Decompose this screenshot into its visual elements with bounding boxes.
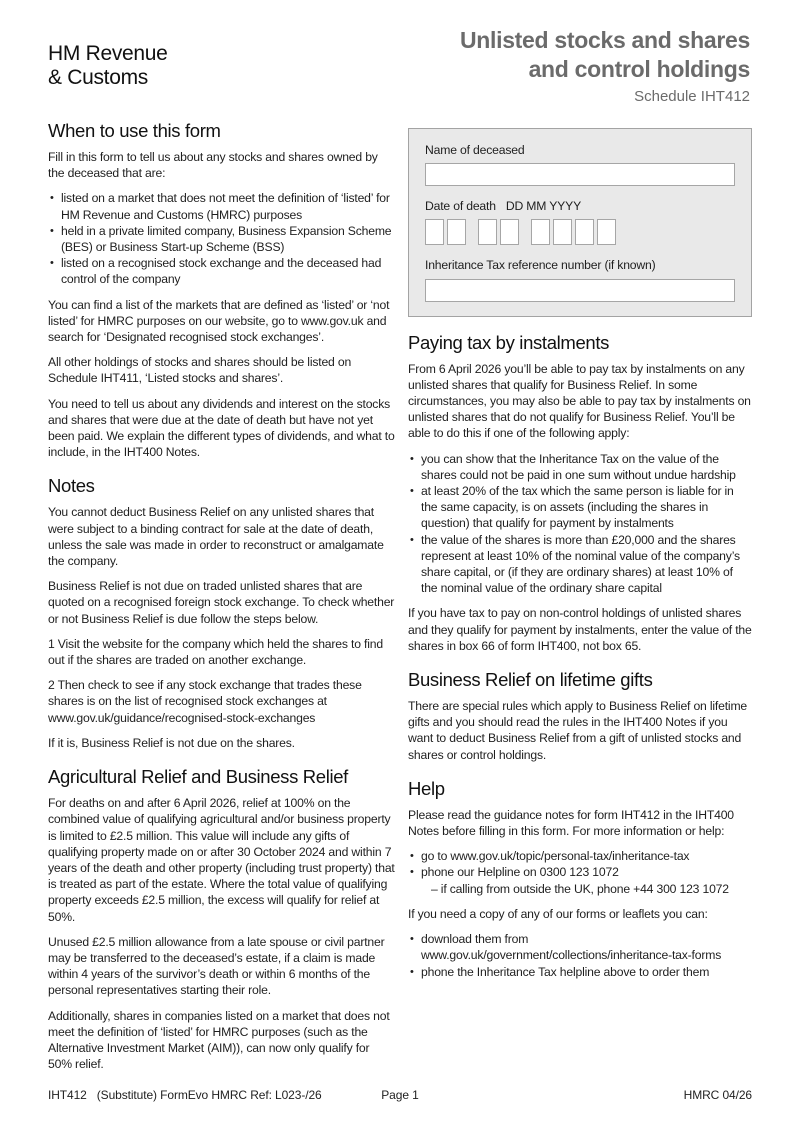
paragraph: There are special rules which apply to Business Relief on lifetime gifts and you should read the rules in the IHT400 Notes if you want to deduct Business Relief from a gift of unlisted stocks and shares or control holdings. — [408, 699, 748, 762]
dod-day-digit-1[interactable] — [425, 219, 444, 245]
paragraph: For deaths on and after 6 April 2026, relief at 100% on the combined value of qualifying agricultural and/or business property is limited to £2.5 million. This value will include any gifts of qualifying property made on or after 30 October 2024 and within 7 years of the death and other property (including trust property) that is treated as part of the estate. Where the total value of qualifying property exceeds £2.5 million, the excess will qualify for relief at 50%. — [48, 796, 395, 924]
right-column — [408, 128, 752, 989]
footer-hmrc-version: HMRC 04/26 — [683, 1088, 752, 1102]
deceased-details-box — [408, 128, 752, 317]
page-title-line2: and control holdings — [528, 56, 750, 82]
dod-year-digit-2[interactable] — [553, 219, 572, 245]
paragraph: If you have tax to pay on non-control holdings of unlisted shares and they qualify for payment by instalments, enter the value of the shares in box 66 of form IHT400, not box 65. — [408, 606, 752, 653]
footer-page-number: Page 1 — [381, 1088, 419, 1102]
dod-month-digit-1[interactable] — [478, 219, 497, 245]
dod-month-digit-2[interactable] — [500, 219, 519, 245]
bullet-item: • the value of the shares is more than £20,000 and the shares represent at least 10% of the nominal value of the company’s share capital, or (if they are ordinary shares) at least 10% of the nominal value of the ordinary share capital — [408, 532, 752, 597]
paragraph: From 6 April 2026 you’ll be able to pay tax by instalments on any unlisted shares that qualify for Business Relief. In some circumstances, you may also be able to pay tax by instalments on unlisted shares that do not qualify for Business Relief. You’ll be able to do this if one of the following apply: — [408, 361, 751, 441]
paragraph: You need to tell us about any dividends and interest on the stocks and shares that were due at the date of death but have not yet been paid. We explain the different types of dividends, and what to include, in the IHT400 Notes. — [48, 396, 395, 460]
date-of-death-inputs — [425, 219, 735, 245]
paragraph: All other holdings of stocks and shares should be listed on Schedule IHT411, ‘Listed stocks and shares’. — [48, 355, 352, 386]
iht-reference-label: Inheritance Tax reference number (if known) — [425, 258, 656, 273]
paragraph: You can find a list of the markets that are defined as ‘listed’ or ‘not listed’ for HMRC purposes on our website, go to www.gov.uk and search for ‘Designated recognised stock exchanges’. — [48, 297, 390, 345]
section-heading-paying-tax-by-instalments: Paying tax by instalments — [408, 331, 610, 353]
paragraph: If it is, Business Relief is not due on the shares. — [48, 735, 295, 750]
bullet-sub-item: – if calling from outside the UK, phone +44 300 123 1072 — [431, 881, 729, 896]
date-format-hint: DD MM YYYY — [505, 199, 582, 214]
hmrc-logo-line1: HM Revenue — [48, 42, 168, 65]
bullet-item: • listed on a market that does not meet the definition of ‘listed’ for HM Revenue and Customs (HMRC) purposes — [48, 190, 395, 222]
help-bullet-list — [408, 848, 752, 897]
name-of-deceased-label: Name of deceased — [425, 143, 525, 157]
section-heading-agricultural-business-relief: Agricultural Relief and Business Relief — [48, 766, 348, 788]
bullet-item: • phone the Inheritance Tax helpline above to order them — [408, 964, 752, 980]
paragraph: Please read the guidance notes for form IHT412 in the IHT400 Notes before filling in this form. For more information or help: — [408, 807, 734, 839]
footer-form-id: IHT412 — [48, 1088, 87, 1102]
bullet-item: • you can show that the Inheritance Tax on the value of the shares could not be paid in one sum without undue hardship — [408, 451, 752, 483]
paragraph: Unused £2.5 million allowance from a late spouse or civil partner may be transferred to the deceased’s estate, if a claim is made within 4 years of the survivor’s death or within 6 months of the personal representatives starting their role. — [48, 934, 385, 998]
dod-year-digit-1[interactable] — [531, 219, 550, 245]
instalments-bullet-list — [408, 451, 752, 597]
bullet-item: • at least 20% of the tax which the same person is liable for in the same capacity, is on assets (including the shares in question) that qualify for payment by instalments — [408, 483, 752, 532]
when-to-use-bullet-list — [48, 190, 395, 287]
paragraph: Business Relief is not due on traded unlisted shares that are quoted on a recognised foreign stock exchange. To check whether or not Business Relief is due follow the steps below. — [48, 579, 395, 626]
forms-bullet-list — [408, 931, 752, 980]
paragraph: Additionally, shares in companies listed on a market that does not meet the definition of ‘listed’ for HMRC purposes (such as the Alternative Investment Market (AIM)), can now only qualify for 50% relief. — [48, 1008, 390, 1072]
schedule-subtitle: Schedule IHT412 — [634, 88, 750, 105]
bullet-item: • go to www.gov.uk/topic/personal-tax/inheritance-tax — [408, 848, 752, 864]
dod-year-digit-3[interactable] — [575, 219, 594, 245]
paragraph: 2 Then check to see if any stock exchange that trades these shares is on the list of recognised stock exchanges at www.gov.uk/guidance/recognised-stock-exchanges — [48, 678, 362, 725]
section-heading-notes: Notes — [48, 475, 95, 497]
dod-day-digit-2[interactable] — [447, 219, 466, 245]
bullet-item: • listed on a recognised stock exchange and the deceased had control of the company — [48, 255, 395, 287]
name-of-deceased-input[interactable] — [425, 163, 735, 186]
bullet-item: • phone our Helpline on 0300 123 1072 – if calling from outside the UK, phone +44 300 123 1072 — [408, 864, 752, 896]
bullet-item: • download them from www.gov.uk/government/collections/inheritance-tax-forms — [408, 931, 752, 963]
hmrc-logo — [48, 42, 168, 90]
section-heading-business-relief-lifetime-gifts: Business Relief on lifetime gifts — [408, 669, 653, 691]
form-title-block — [460, 26, 750, 105]
footer-substitute-ref: (Substitute) FormEvo HMRC Ref: L023-/26 — [96, 1088, 322, 1102]
date-of-death-label: Date of death DD MM YYYY — [425, 199, 582, 214]
bullet-item: • held in a private limited company, Business Expansion Scheme (BES) or Business Start-up Scheme (BSS) — [48, 223, 395, 255]
page-title-line1: Unlisted stocks and shares — [459, 27, 750, 53]
iht-reference-input[interactable] — [425, 279, 735, 302]
paragraph: If you need a copy of any of our forms or leaflets you can: — [408, 906, 708, 921]
paragraph: Fill in this form to tell us about any stocks and shares owned by the deceased that are: — [48, 150, 378, 181]
left-column — [48, 120, 395, 1081]
paragraph: 1 Visit the website for the company which held the shares to find out if the shares are traded on another exchange. — [48, 636, 383, 668]
section-heading-when-to-use: When to use this form — [48, 120, 221, 141]
hmrc-logo-line2: & Customs — [48, 66, 148, 89]
paragraph: You cannot deduct Business Relief on any unlisted shares that were subject to a binding contract for sale at the date of death, unless the sale was made in order to reconstruct or amalgamate the company. — [48, 505, 384, 569]
dod-year-digit-4[interactable] — [597, 219, 616, 245]
section-heading-help: Help — [408, 777, 445, 799]
